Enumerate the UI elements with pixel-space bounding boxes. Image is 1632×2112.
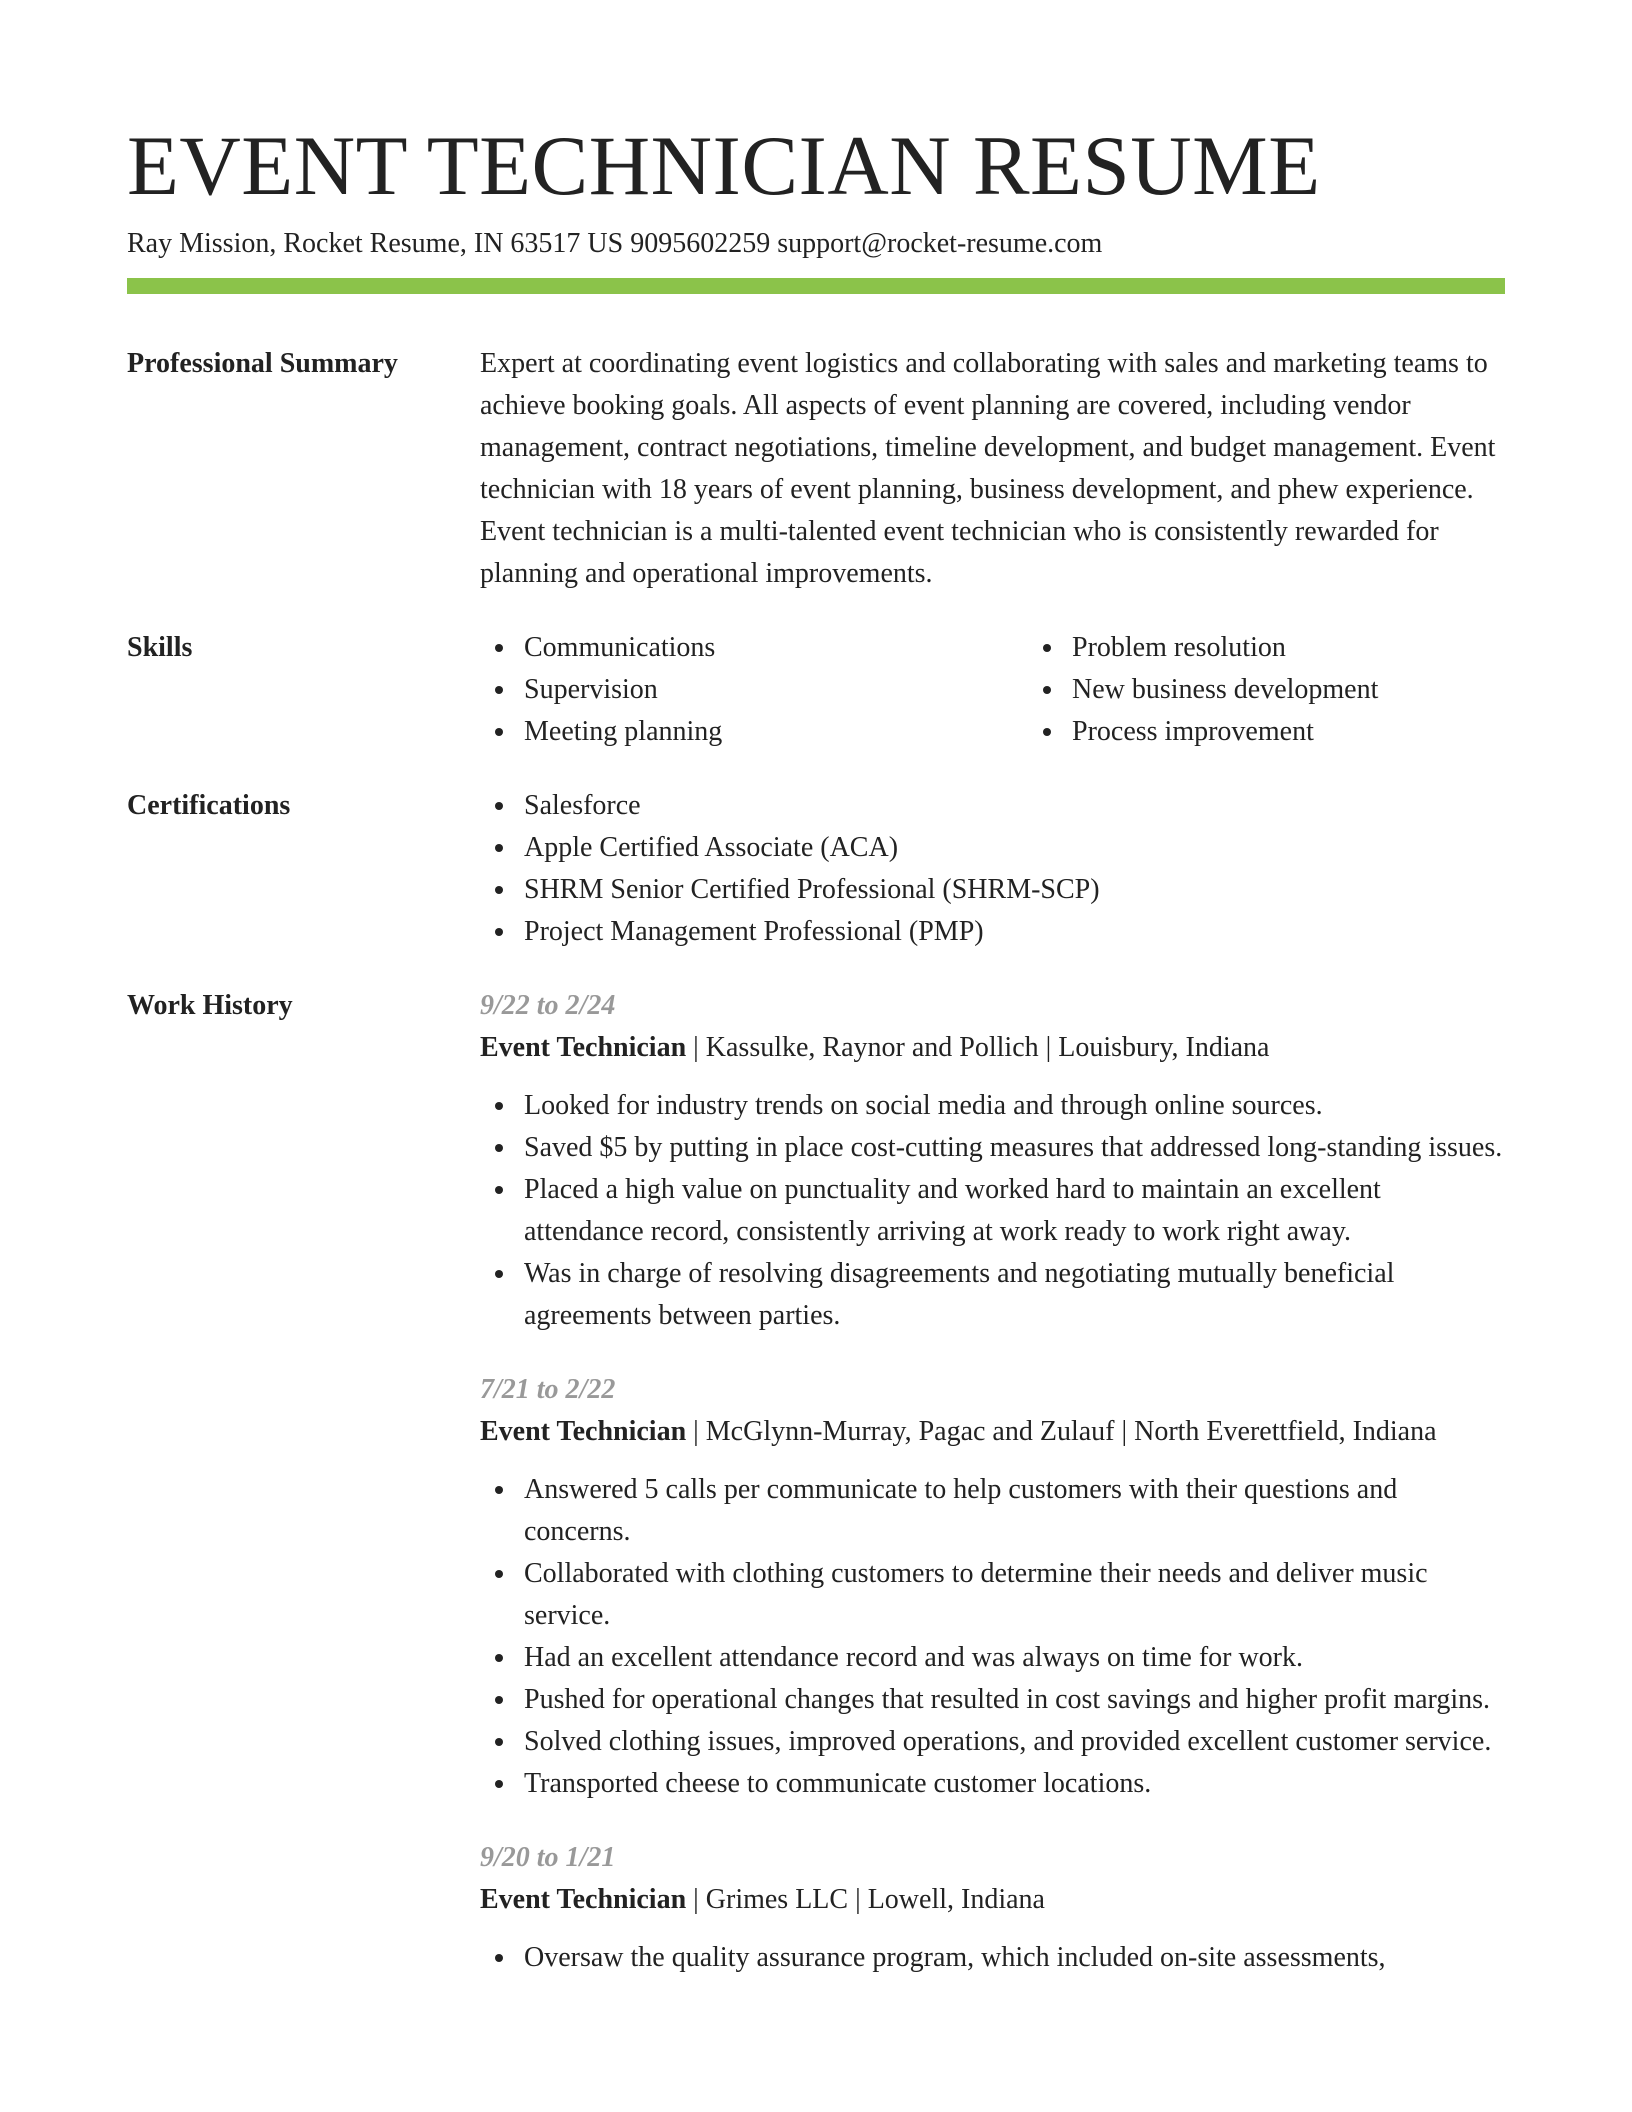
section-label: Skills (127, 632, 193, 664)
skill-item: Communications (524, 627, 1028, 669)
job-dates: 9/22 to 2/24 (480, 990, 616, 1022)
job-entry (480, 1837, 1505, 1979)
job-dates: 9/20 to 1/21 (480, 1842, 616, 1874)
header-divider (127, 278, 1505, 294)
job-bullet: Looked for industry trends on social media and through online sources. (524, 1085, 1505, 1127)
job-details: | McGlynn-Murray, Pagac and Zulauf | North Everettfield, Indiana (686, 1416, 1437, 1448)
section-label: Certifications (127, 790, 291, 822)
work-history-body (480, 985, 1505, 2011)
skill-item: New business development (1072, 669, 1576, 711)
job-bullet: Collaborated with clothing customers to determine their needs and deliver music service. (524, 1553, 1505, 1637)
job-heading (480, 1879, 1505, 1921)
job-title: Event Technician (480, 1032, 687, 1064)
contact-line: Ray Mission, Rocket Resume, IN 63517 US 9095602259 support@rocket-resume.com (127, 227, 1103, 259)
certification-item: SHRM Senior Certified Professional (SHRM-SCP) (524, 869, 1505, 911)
skills-list-right (1028, 627, 1576, 753)
skill-item: Process improvement (1072, 711, 1576, 753)
job-title: Event Technician (480, 1884, 687, 1916)
job-bullet: Placed a high value on punctuality and worked hard to maintain an excellent attendance record, consistently arriving at work ready to work right away. (524, 1169, 1505, 1253)
certification-item: Project Management Professional (PMP) (524, 911, 1505, 953)
skill-item: Meeting planning (524, 711, 1028, 753)
section-label: Work History (127, 990, 293, 1022)
skill-item: Problem resolution (1072, 627, 1576, 669)
job-bullet: Pushed for operational changes that resulted in cost savings and higher profit margins. (524, 1679, 1505, 1721)
job-bullet: Solved clothing issues, improved operations, and provided excellent customer service. (524, 1721, 1505, 1763)
job-bullet: Answered 5 calls per communicate to help customers with their questions and concerns. (524, 1469, 1505, 1553)
job-details: | Kassulke, Raynor and Pollich | Louisbury, Indiana (686, 1032, 1270, 1064)
job-details: | Grimes LLC | Lowell, Indiana (686, 1884, 1045, 1916)
resume-title: EVENT TECHNICIAN RESUME (127, 119, 1321, 213)
job-bullet: Had an excellent attendance record and was always on time for work. (524, 1637, 1505, 1679)
resume-page (127, 118, 1505, 2011)
job-bullet: Was in charge of resolving disagreements and negotiating mutually beneficial agreements between parties. (524, 1253, 1505, 1337)
section-certifications (127, 785, 1505, 953)
job-bullet: Oversaw the quality assurance program, which included on-site assessments, (524, 1937, 1505, 1979)
job-bullets (480, 1937, 1505, 1979)
skill-item: Supervision (524, 669, 1028, 711)
certifications-body (480, 785, 1505, 953)
section-skills (127, 627, 1505, 753)
section-work-history (127, 985, 1505, 2011)
job-heading (480, 1411, 1505, 1453)
section-label: Professional Summary (127, 348, 398, 380)
job-entry (480, 985, 1505, 1337)
job-bullets (480, 1469, 1505, 1805)
job-bullets (480, 1085, 1505, 1337)
summary-text: Expert at coordinating event logistics and collaborating with sales and marketing teams to achieve booking goals. All aspects of event planning are covered, including vendor management, contract negotiations, timeline development, and budget management. Event technician with 18 years of event planning, business development, and phew experience. Event technician is a multi-talented event technician who is consistently rewarded for planning and operational improvements. (480, 348, 1496, 590)
section-professional-summary (127, 343, 1505, 595)
certification-item: Apple Certified Associate (ACA) (524, 827, 1505, 869)
job-bullet: Transported cheese to communicate customer locations. (524, 1763, 1505, 1805)
job-title: Event Technician (480, 1416, 687, 1448)
job-dates: 7/21 to 2/22 (480, 1374, 616, 1406)
certification-item: Salesforce (524, 785, 1505, 827)
job-heading (480, 1027, 1505, 1069)
skills-grid (480, 627, 1576, 753)
skills-list-left (480, 627, 1028, 753)
job-bullet: Saved $5 by putting in place cost-cutting measures that addressed long-standing issues. (524, 1127, 1505, 1169)
job-entry (480, 1369, 1505, 1805)
certifications-list (480, 785, 1505, 953)
